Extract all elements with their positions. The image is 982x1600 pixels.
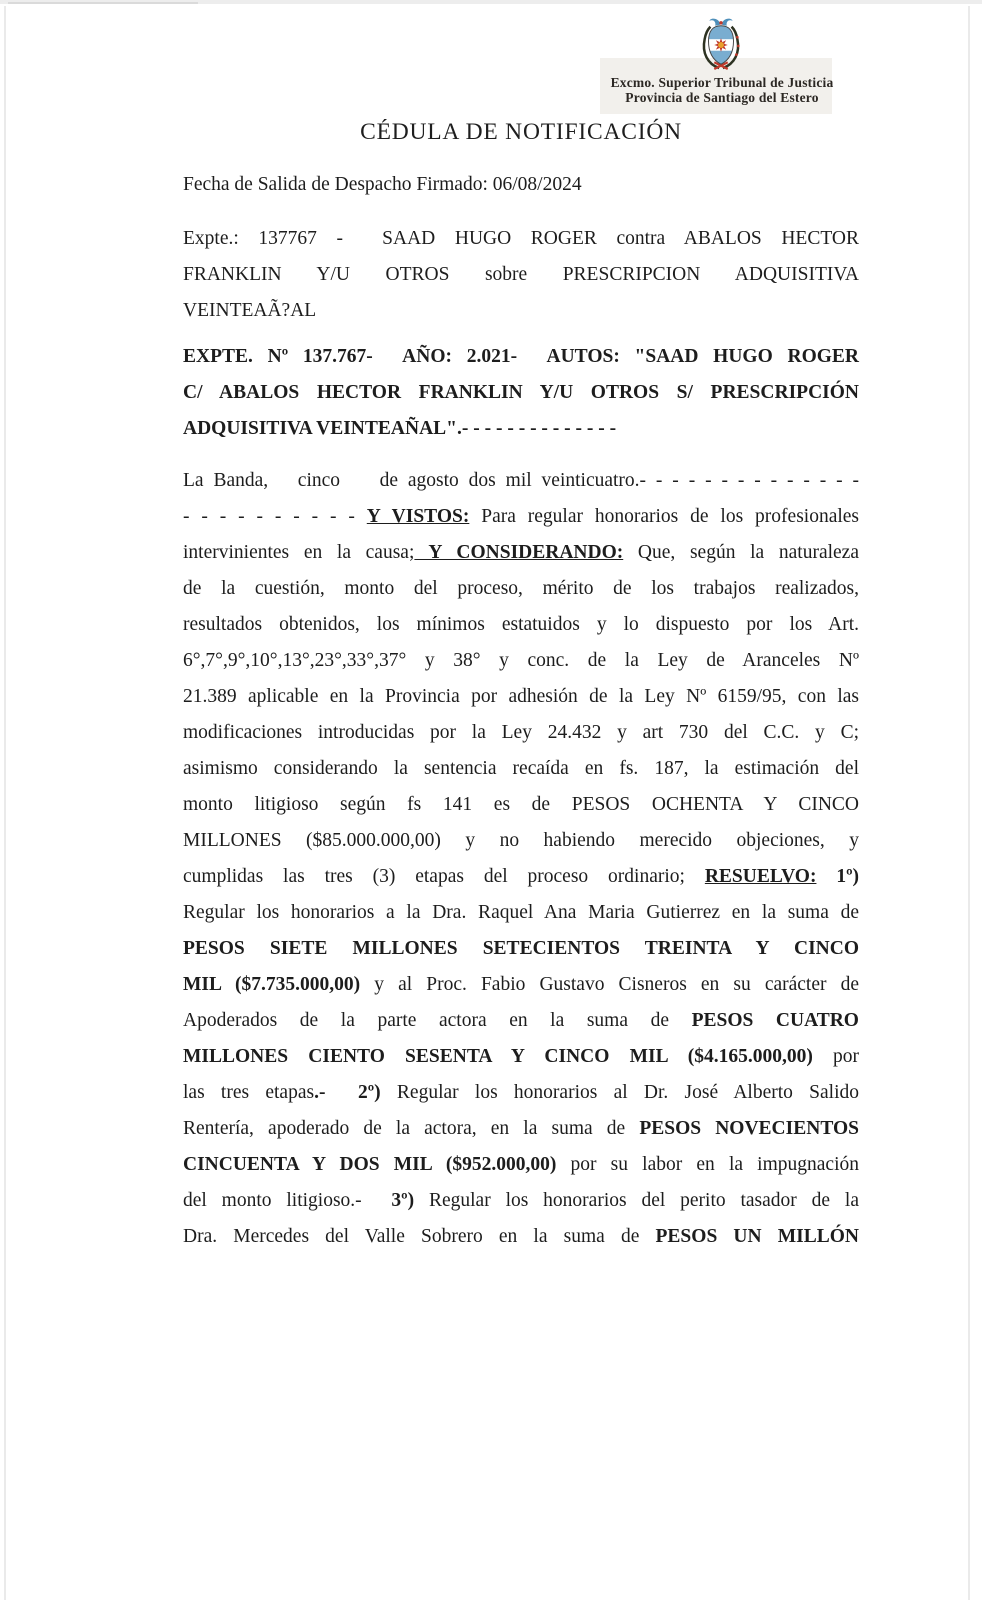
text-run: Para regular honorarios de los profesionales: [469, 506, 860, 527]
document-line: [183, 931, 859, 967]
text-run: Regular los honorarios del perito tasador de la: [414, 1190, 859, 1211]
document-line: [183, 823, 859, 859]
text-run: de la cuestión, monto del proceso, mérito de los trabajos realizados,: [183, 578, 859, 599]
text-run: PESOS UN MILLÓN: [655, 1226, 859, 1247]
document-line: [183, 463, 859, 499]
text-run: La Banda, cinco de agosto dos mil veinticuatro.- - - - - - - - - - - - - -: [183, 470, 859, 491]
text-run: MIL ($7.735.000,00): [183, 974, 361, 995]
text-run: VEINTEAÃ?AL: [183, 300, 317, 321]
sun-icon: [718, 42, 724, 48]
text-run: PESOS CUATRO: [691, 1010, 859, 1031]
document-line: [183, 607, 859, 643]
text-run: Y CONSIDERANDO:: [414, 542, 624, 563]
document-line: [183, 715, 859, 751]
document-line: [183, 221, 859, 257]
document-line: [183, 339, 859, 375]
text-run: Que, según la naturaleza: [623, 542, 859, 563]
document-body: [183, 167, 859, 1255]
text-run: - - - - - - - - - -: [183, 506, 367, 527]
document-line: [183, 257, 859, 293]
crest-top-ornament: [719, 21, 722, 24]
text-run: Fecha de Salida de Despacho Firmado: 06/08/2024: [183, 174, 582, 195]
text-run: Regular los honorarios a la Dra. Raquel Ana Maria Gutierrez en la suma de: [183, 902, 859, 923]
text-run: Rentería, apoderado de la actora, en la suma de: [183, 1118, 640, 1139]
text-run: Y VISTOS:: [366, 506, 470, 527]
text-run: C/ ABALOS HECTOR FRANKLIN Y/U OTROS S/ PRESCRIPCIÓN: [183, 382, 859, 403]
text-run: FRANKLIN Y/U OTROS sobre PRESCRIPCION ADQUISITIVA: [183, 264, 859, 285]
document-line: [183, 859, 859, 895]
text-run: modificaciones introducidas por la Ley 24.432 y art 730 del C.C. y C;: [183, 722, 859, 743]
text-run: MILLONES CIENTO SESENTA Y CINCO MIL ($4.165.000,00): [183, 1046, 813, 1067]
document-line: [183, 1183, 859, 1219]
document-line: [183, 571, 859, 607]
document-line: [183, 1039, 859, 1075]
expediente-header-paragraph: [183, 339, 859, 447]
document-line: [183, 375, 859, 411]
text-run: .-: [314, 1082, 326, 1103]
scan-edge-left: [4, 6, 6, 1600]
text-run: Dra. Mercedes del Valle Sobrero en la suma de: [183, 1226, 656, 1247]
document-line: [183, 679, 859, 715]
text-run: MILLONES ($85.000.000,00) y no habiendo merecido objeciones, y: [183, 830, 859, 851]
document-line: [183, 535, 859, 571]
document-line: [183, 499, 859, 535]
text-run: monto litigioso según fs 141 es de PESOS OCHENTA Y CINCO: [183, 794, 859, 815]
text-run: PESOS NOVECIENTOS: [639, 1118, 859, 1139]
document-line: [183, 293, 859, 329]
letterhead-org-line1: Excmo. Superior Tribunal de Justicia: [610, 75, 834, 90]
coat-of-arms-icon: [696, 16, 746, 72]
text-run: PESOS SIETE MILLONES SETECIENTOS TREINTA Y CINCO: [183, 938, 859, 959]
text-run: RESUELVO:: [704, 866, 817, 887]
text-run: 1º): [836, 866, 860, 887]
scan-edge-top-dark-streak: [8, 2, 198, 4]
volute-right: [722, 19, 733, 26]
document-line: [183, 411, 859, 447]
text-run: 6°,7°,9°,10°,13°,23°,33°,37° y 38° y conc. de la Ley de Aranceles Nº: [183, 650, 859, 671]
text-run: Expte.: 137767 - SAAD HUGO ROGER contra ABALOS HECTOR: [183, 228, 859, 249]
text-run: Regular los honorarios al Dr. José Alberto Salido: [380, 1082, 859, 1103]
text-run: y al Proc. Fabio Gustavo Cisneros en su carácter de: [360, 974, 859, 995]
text-run: por: [812, 1046, 859, 1067]
document-line: [183, 643, 859, 679]
document-line: [183, 787, 859, 823]
document-line: [183, 967, 859, 1003]
text-run: EXPTE. Nº 137.767- AÑO: 2.021- AUTOS: "SAAD HUGO ROGER: [183, 346, 859, 367]
expediente-caption-paragraph: [183, 221, 859, 329]
text-run: las tres etapas: [183, 1082, 315, 1103]
volute-left: [709, 19, 720, 26]
document-line: [183, 1111, 859, 1147]
text-run: CINCUENTA Y DOS MIL ($952.000,00): [183, 1154, 557, 1175]
wreath-berry: [735, 53, 738, 56]
text-run: Apoderados de la parte actora en la suma de: [183, 1010, 692, 1031]
document-title: CÉDULA DE NOTIFICACIÓN: [360, 119, 682, 145]
text-run: 2º): [357, 1082, 381, 1103]
letterhead: [586, 75, 858, 105]
resolution-body-paragraph: [183, 463, 859, 1255]
text-run: [325, 1082, 358, 1103]
scan-edge-right: [968, 6, 970, 1600]
wreath-berry: [737, 45, 740, 48]
text-run: cumplidas las tres (3) etapas del proceso ordinario;: [183, 866, 705, 887]
document-line: [183, 1003, 859, 1039]
document-line: [183, 1219, 859, 1255]
document-line: [183, 895, 859, 931]
document-line: [183, 751, 859, 787]
document-line: [183, 1075, 859, 1111]
text-run: resultados obtenidos, los mínimos estatuidos y lo dispuesto por los Art.: [183, 614, 859, 635]
document-line: [183, 1147, 859, 1183]
text-run: 3º): [391, 1190, 415, 1211]
text-run: por su labor en la impugnación: [556, 1154, 859, 1175]
text-run: [816, 866, 836, 887]
text-run: 21.389 aplicable en la Provincia por adhesión de la Ley Nº 6159/95, con las: [183, 686, 859, 707]
dispatch-date-paragraph: [183, 167, 859, 203]
text-run: del monto litigioso.-: [183, 1190, 392, 1211]
text-run: ADQUISITIVA VEINTEAÑAL".- - - - - - - - - - - - - -: [183, 418, 617, 439]
letterhead-org-line2: Provincia de Santiago del Estero: [625, 90, 819, 105]
wreath-berry: [736, 36, 739, 39]
text-run: intervinientes en la causa;: [183, 542, 415, 563]
document-line: [183, 167, 859, 203]
text-run: asimismo considerando la sentencia recaída en fs. 187, la estimación del: [183, 758, 859, 779]
